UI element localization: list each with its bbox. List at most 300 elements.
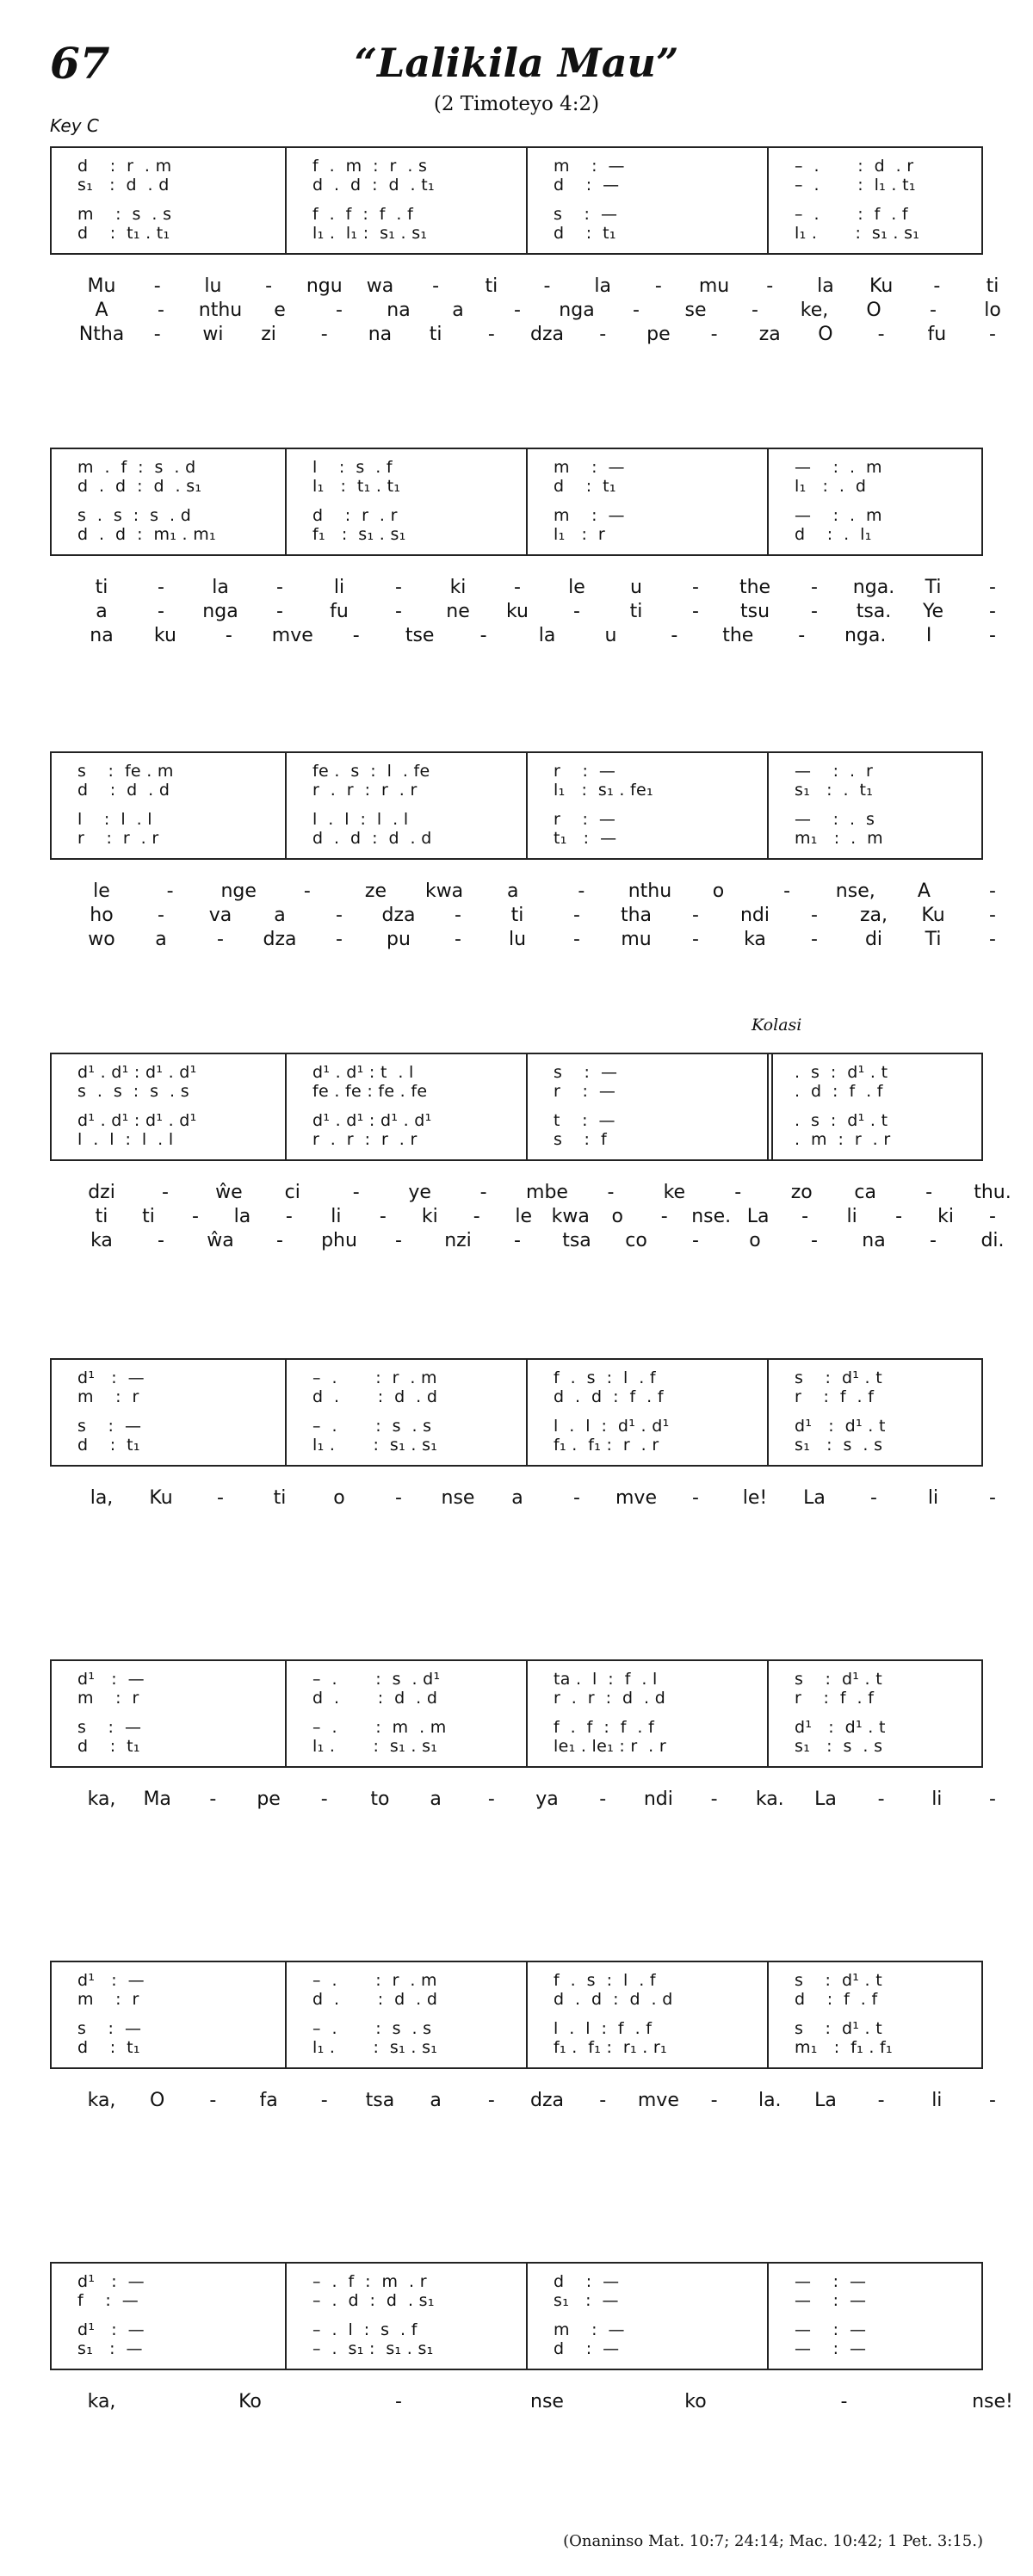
- solfa-measure: m : s . s: [77, 205, 172, 224]
- lyric-syllable: -: [599, 324, 607, 345]
- solfa-measure: d¹ : —: [77, 1368, 145, 1387]
- lyric-line: [50, 577, 996, 601]
- lyric-syllable: -: [379, 1206, 387, 1227]
- lyric-syllable: na: [368, 324, 393, 345]
- solfa-measure: m : —: [554, 157, 625, 176]
- lyric-syllable: u: [604, 625, 617, 646]
- bar-line: [767, 1962, 769, 2067]
- solfa-measure: s : d¹ . t: [795, 1670, 882, 1689]
- lyric-syllable: -: [352, 1182, 360, 1203]
- lyric-syllable: -: [514, 300, 521, 321]
- lyric-syllable: tsu: [739, 601, 770, 622]
- lyric-syllable: dzi: [88, 1182, 115, 1203]
- lyric-syllable: -: [158, 300, 164, 321]
- solfa-measure: . m : r . r: [795, 1130, 891, 1149]
- solfa-measure: s : d¹ . t: [795, 2019, 882, 2038]
- lyric-syllable: nthu: [198, 300, 243, 321]
- lyric-syllable: -: [265, 275, 273, 297]
- lyric-syllable: -: [320, 324, 328, 345]
- lyric-syllable: the: [722, 625, 754, 646]
- lyric-syllable: Ku: [869, 275, 894, 297]
- solfa-measure: f . s : l . f: [554, 1971, 656, 1990]
- solfa-measure: s : —: [554, 1063, 618, 1082]
- lyric-syllable: ke,: [800, 300, 829, 321]
- solfa-measure: l₁ : . d: [795, 477, 867, 496]
- lyric-syllable: -: [801, 1206, 809, 1227]
- lyric-syllable: ka,: [87, 1788, 116, 1810]
- solfa-measure: — : —: [795, 2272, 867, 2291]
- solfa-measure: r : —: [554, 762, 616, 781]
- lyric-syllable: kwa: [551, 1206, 590, 1227]
- solfa-measure: d¹ : —: [77, 1670, 145, 1689]
- bar-line: [767, 1661, 769, 1766]
- lyric-syllable: -: [543, 275, 551, 297]
- lyric-syllable: ho: [90, 905, 114, 926]
- lyric-syllable: mve: [615, 1487, 657, 1509]
- lyric-syllable: a: [511, 1487, 523, 1509]
- lyric-syllable: -: [710, 2090, 718, 2111]
- solfa-measure: f . f : f . f: [312, 205, 414, 224]
- lyric-syllable: -: [989, 1206, 996, 1227]
- lyric-line: [50, 324, 996, 348]
- chorus-label: Kolasi: [752, 1016, 802, 1035]
- solfa-measure: . s : d¹ . t: [795, 1111, 888, 1130]
- lyric-syllable: -: [455, 929, 461, 950]
- lyric-syllable: pe: [257, 1788, 281, 1810]
- lyric-syllable: o: [712, 880, 725, 902]
- lyric-syllable: mu: [621, 929, 652, 950]
- footer-references: (Onaninso Mat. 10:7; 24:14; Mac. 10:42; 1 Pet. 3:15.): [563, 2532, 983, 2550]
- lyric-syllable: -: [734, 1182, 742, 1203]
- solfa-measure: – . : l₁ . t₁: [795, 176, 916, 195]
- lyric-syllable: li: [931, 2090, 943, 2111]
- lyric-syllable: -: [798, 625, 806, 646]
- solfa-measure: ta . l : f . l: [554, 1670, 658, 1689]
- solfa-measure: r : f . f: [795, 1387, 875, 1406]
- lyric-syllable: -: [573, 601, 580, 622]
- lyric-syllable: La: [814, 1788, 837, 1810]
- solfa-measure: d : r . r: [312, 506, 398, 525]
- music-system: [50, 448, 996, 649]
- lyric-syllable: la: [817, 275, 834, 297]
- bar-line: [767, 1360, 769, 1465]
- bar-line: [526, 1661, 528, 1766]
- solfa-measure: l : l . l: [77, 810, 152, 829]
- solfa-measure: s : d¹ . t: [795, 1368, 882, 1387]
- solfa-measure: d : r . m: [77, 157, 172, 176]
- solfa-measure: s₁ : . t₁: [795, 781, 874, 800]
- solfa-measure: d : . l₁: [795, 525, 872, 544]
- lyric-syllable: ti: [485, 275, 498, 297]
- solfa-measure: fe . s : l . fe: [312, 762, 430, 781]
- bar-line: [526, 2264, 528, 2369]
- lyric-syllable: Ma: [143, 1788, 171, 1810]
- lyric-syllable: nzi: [444, 1230, 472, 1251]
- lyric-syllable: -: [455, 905, 461, 926]
- lyric-syllable: -: [989, 625, 996, 646]
- lyric-line: [50, 2090, 996, 2114]
- lyric-syllable: tsa.: [856, 601, 892, 622]
- lyric-syllable: -: [811, 601, 818, 622]
- solfa-measure: d . d : d . d: [554, 1990, 673, 2009]
- lyric-syllable: -: [692, 1230, 699, 1251]
- lyric-syllable: -: [153, 275, 161, 297]
- lyric-syllable: -: [479, 1182, 487, 1203]
- lyric-syllable: a: [452, 300, 464, 321]
- solfa-measure: l . l : l . l: [77, 1130, 174, 1149]
- lyric-syllable: a: [155, 929, 167, 950]
- solfa-measure: f . f : f . f: [554, 1718, 655, 1737]
- solfa-measure: – . s₁ : s₁ . s₁: [312, 2339, 434, 2358]
- solfa-measure: s₁ : —: [554, 2291, 619, 2310]
- solfa-measure: s₁ : —: [77, 2339, 143, 2358]
- solfa-measure: l . l : f . f: [554, 2019, 653, 2038]
- solfa-measure: – . d : d . s₁: [312, 2291, 435, 2310]
- hymn-number: 67: [50, 38, 110, 89]
- lyric-syllable: -: [989, 1487, 996, 1509]
- lyric-syllable: fu: [330, 601, 349, 622]
- lyric-syllable: -: [395, 1230, 402, 1251]
- solfa-measure: m : r: [77, 1689, 139, 1708]
- lyric-line: [50, 2391, 1013, 2415]
- solfa-measure: r . r : d . d: [554, 1689, 666, 1708]
- lyric-syllable: -: [336, 905, 343, 926]
- lyric-line: [50, 1182, 1011, 1206]
- lyric-syllable: co: [625, 1230, 647, 1251]
- solfa-measure: – . : f . f: [795, 205, 908, 224]
- lyric-syllable: Mu: [87, 275, 116, 297]
- lyric-syllable: thu.: [974, 1182, 1011, 1203]
- lyric-syllable: -: [811, 905, 818, 926]
- lyric-syllable: se: [684, 300, 707, 321]
- lyric-syllable: -: [514, 1230, 521, 1251]
- lyric-syllable: -: [487, 2090, 495, 2111]
- lyric-syllable: mbe: [526, 1182, 568, 1203]
- solfa-measure: f₁ . f₁ : r . r: [554, 1436, 659, 1455]
- lyrics-block: [50, 2090, 996, 2114]
- lyric-syllable: -: [692, 929, 699, 950]
- lyric-syllable: di: [864, 929, 883, 950]
- lyric-syllable: I: [925, 625, 932, 646]
- lyric-syllable: phu: [321, 1230, 357, 1251]
- lyric-syllable: ka: [90, 1230, 113, 1251]
- lyric-syllable: nga.: [852, 577, 895, 598]
- bar-line: [285, 1054, 287, 1159]
- lyric-syllable: nga: [202, 601, 238, 622]
- lyrics-block: [50, 1788, 996, 1813]
- solfa-measure: – . : m . m: [312, 1718, 447, 1737]
- lyric-syllable: la: [538, 625, 556, 646]
- lyric-syllable: la.: [758, 2090, 782, 2111]
- lyric-syllable: -: [930, 300, 937, 321]
- lyric-syllable: -: [811, 577, 818, 598]
- lyric-syllable: -: [692, 905, 699, 926]
- solfa-measure: d : —: [554, 2272, 620, 2291]
- solfa-measure: – . : s . d¹: [312, 1670, 441, 1689]
- lyric-syllable: li: [931, 1788, 943, 1810]
- solfa-measure: d . : d . d: [312, 1387, 438, 1406]
- lyric-syllable: nse: [441, 1487, 475, 1509]
- lyric-syllable: ne: [446, 601, 470, 622]
- solfa-measure: – . f : m . r: [312, 2272, 427, 2291]
- lyric-syllable: -: [166, 880, 174, 902]
- lyric-syllable: la,: [90, 1487, 114, 1509]
- lyric-syllable: mve: [271, 625, 313, 646]
- lyrics-block: [50, 275, 1001, 348]
- lyric-syllable: ti: [510, 905, 524, 926]
- lyric-syllable: -: [153, 324, 161, 345]
- lyric-syllable: Ku: [149, 1487, 173, 1509]
- solfa-measure: r . r : r . r: [312, 781, 418, 800]
- solfa-measure: d : t₁: [77, 2038, 140, 2057]
- lyric-syllable: pu: [387, 929, 411, 950]
- solfa-measure: m₁ : f₁ . f₁: [795, 2038, 893, 2057]
- lyric-syllable: ti: [95, 577, 108, 598]
- bar-line: [767, 1054, 773, 1159]
- lyric-syllable: -: [930, 1230, 937, 1251]
- lyric-syllable: O: [818, 324, 833, 345]
- lyric-syllable: La: [814, 2090, 837, 2111]
- lyric-syllable: la: [233, 1206, 251, 1227]
- lyric-syllable: O: [866, 300, 881, 321]
- solfa-measure: s : —: [77, 1417, 142, 1436]
- solfa-measure: m : r: [77, 1990, 139, 2009]
- lyric-syllable: -: [473, 1206, 480, 1227]
- solfa-measure: l₁ . : s₁ . s₁: [312, 1737, 438, 1756]
- solfa-measure: d : d . d: [77, 781, 170, 800]
- staff-box: [50, 1659, 983, 1768]
- lyric-syllable: na: [387, 300, 411, 321]
- lyric-syllable: lo: [984, 300, 1001, 321]
- lyric-syllable: a: [430, 1788, 442, 1810]
- lyric-syllable: a: [506, 880, 519, 902]
- lyric-syllable: -: [989, 324, 996, 345]
- solfa-measure: t : —: [554, 1111, 615, 1130]
- solfa-measure: f₁ . f₁ : r₁ . r₁: [554, 2038, 667, 2057]
- solfa-measure: d¹ . d¹ : d¹ . d¹: [77, 1111, 197, 1130]
- lyric-syllable: -: [225, 625, 232, 646]
- lyric-line: [50, 880, 996, 905]
- lyric-syllable: ka: [744, 929, 766, 950]
- lyric-syllable: ze: [364, 880, 387, 902]
- solfa-measure: d . d : m₁ . m₁: [77, 525, 216, 544]
- solfa-measure: d . d : d . t₁: [312, 176, 435, 195]
- lyrics-block: [50, 577, 996, 649]
- lyric-line: [50, 1788, 996, 1813]
- solfa-measure: l₁ . l₁ : s₁ . s₁: [312, 224, 428, 243]
- lyric-syllable: -: [432, 275, 440, 297]
- solfa-measure: s₁ : d . d: [77, 176, 170, 195]
- lyric-syllable: Ti: [925, 929, 942, 950]
- lyric-syllable: -: [877, 324, 885, 345]
- lyric-syllable: -: [487, 1788, 495, 1810]
- bar-line: [767, 449, 769, 554]
- lyric-syllable: -: [752, 300, 758, 321]
- lyric-syllable: Ye: [922, 601, 944, 622]
- bar-line: [526, 449, 528, 554]
- lyric-syllable: -: [209, 1788, 217, 1810]
- hymn-title: “Lalikila Mau”: [354, 40, 679, 86]
- lyric-syllable: ci: [284, 1182, 300, 1203]
- solfa-measure: — : —: [795, 2339, 867, 2358]
- solfa-measure: . s : d¹ . t: [795, 1063, 888, 1082]
- lyric-syllable: di.: [980, 1230, 1005, 1251]
- solfa-measure: m : —: [554, 458, 625, 477]
- lyric-syllable: kwa: [424, 880, 464, 902]
- lyric-syllable: za,: [859, 905, 888, 926]
- lyric-line: [50, 300, 1001, 324]
- lyric-syllable: a: [274, 905, 286, 926]
- lyric-syllable: nga: [559, 300, 595, 321]
- lyric-line: [50, 1206, 996, 1230]
- lyric-syllable: na: [90, 625, 114, 646]
- lyric-syllable: li: [333, 577, 345, 598]
- lyric-syllable: -: [158, 601, 164, 622]
- music-system: [50, 1053, 1011, 1254]
- bar-line: [526, 1054, 528, 1159]
- lyrics-block: [50, 880, 996, 953]
- lyric-syllable: -: [607, 1182, 615, 1203]
- lyric-syllable: ke: [663, 1182, 686, 1203]
- lyric-syllable: ki: [937, 1206, 954, 1227]
- lyric-line: [50, 601, 996, 625]
- bar-line: [285, 1360, 287, 1465]
- music-system: [50, 146, 1001, 348]
- solfa-measure: l₁ . : s₁ . s₁: [312, 2038, 438, 2057]
- bar-line: [285, 1661, 287, 1766]
- lyric-line: [50, 1487, 996, 1511]
- lyric-syllable: ka,: [87, 2391, 116, 2412]
- lyric-syllable: -: [158, 577, 164, 598]
- solfa-measure: m : r: [77, 1387, 139, 1406]
- solfa-measure: s : fe . m: [77, 762, 174, 781]
- lyric-syllable: -: [487, 324, 495, 345]
- lyric-syllable: tha: [620, 905, 653, 926]
- lyric-syllable: -: [599, 2090, 607, 2111]
- staff-box: [50, 1358, 983, 1467]
- lyric-syllable: dza: [263, 929, 297, 950]
- lyric-syllable: ti: [629, 601, 643, 622]
- solfa-measure: s₁ : s . s: [795, 1436, 883, 1455]
- lyric-syllable: ndi: [739, 905, 770, 926]
- lyric-syllable: mu: [698, 275, 730, 297]
- lyric-syllable: -: [191, 1206, 199, 1227]
- lyric-syllable: Ku: [921, 905, 945, 926]
- lyric-syllable: -: [303, 880, 311, 902]
- bar-line: [526, 148, 528, 253]
- lyric-syllable: ti: [986, 275, 999, 297]
- lyric-syllable: pe: [646, 324, 671, 345]
- solfa-measure: r : r . r: [77, 829, 159, 848]
- solfa-measure: d¹ . d¹ : t . l: [312, 1063, 414, 1082]
- solfa-measure: fe . fe : fe . fe: [312, 1082, 428, 1101]
- solfa-measure: d . : d . d: [312, 1990, 438, 2009]
- solfa-measure: l₁ : r: [554, 525, 606, 544]
- lyric-syllable: wa: [366, 275, 394, 297]
- music-system: [50, 2262, 1013, 2415]
- music-system: [50, 1961, 996, 2114]
- lyric-syllable: ti: [429, 324, 442, 345]
- lyric-syllable: a: [430, 2090, 442, 2111]
- lyric-syllable: o: [611, 1206, 623, 1227]
- staff-box: [50, 448, 983, 556]
- lyric-syllable: ka,: [87, 2090, 116, 2111]
- solfa-measure: d¹ . d¹ : d¹ . d¹: [312, 1111, 432, 1130]
- lyric-syllable: -: [989, 577, 996, 598]
- lyric-line: [50, 905, 996, 929]
- solfa-measure: s . s : s . d: [77, 506, 192, 525]
- solfa-measure: t₁ : —: [554, 829, 617, 848]
- lyric-syllable: dza: [530, 324, 564, 345]
- staff-box: [50, 1053, 983, 1161]
- solfa-measure: s : —: [77, 2019, 142, 2038]
- solfa-measure: m . f : s . d: [77, 458, 196, 477]
- lyric-syllable: ti: [95, 1206, 108, 1227]
- solfa-measure: f . m : r . s: [312, 157, 428, 176]
- solfa-measure: – . : r . m: [312, 1971, 437, 1990]
- solfa-measure: f . s : l . f: [554, 1368, 656, 1387]
- solfa-measure: s : f: [554, 1130, 607, 1149]
- solfa-measure: le₁ . le₁ : r . r: [554, 1737, 666, 1756]
- lyric-syllable: -: [573, 1487, 580, 1509]
- music-system: [50, 1659, 996, 1813]
- bar-line: [767, 148, 769, 253]
- solfa-measure: – . : s . s: [312, 2019, 432, 2038]
- solfa-measure: f : —: [77, 2291, 139, 2310]
- lyric-syllable: A: [917, 880, 931, 902]
- lyric-syllable: -: [933, 275, 941, 297]
- bar-line: [767, 2264, 769, 2369]
- lyric-syllable: -: [633, 300, 640, 321]
- lyric-syllable: -: [479, 625, 487, 646]
- lyric-syllable: La: [746, 1206, 770, 1227]
- lyric-syllable: ca: [854, 1182, 876, 1203]
- solfa-measure: – . l : s . f: [312, 2320, 418, 2339]
- lyric-syllable: le: [93, 880, 110, 902]
- solfa-measure: l₁ : s₁ . fe₁: [554, 781, 653, 800]
- lyric-syllable: ku: [153, 625, 176, 646]
- lyric-syllable: -: [877, 2090, 885, 2111]
- lyric-syllable: ya: [535, 1788, 559, 1810]
- solfa-measure: l₁ : t₁ . t₁: [312, 477, 401, 496]
- solfa-measure: s : d¹ . t: [795, 1971, 882, 1990]
- lyric-syllable: ka.: [755, 1788, 784, 1810]
- solfa-measure: d : —: [554, 176, 620, 195]
- lyric-syllable: ko: [684, 2391, 707, 2412]
- lyric-syllable: -: [276, 601, 283, 622]
- lyric-syllable: u: [630, 577, 642, 598]
- lyric-syllable: -: [573, 929, 580, 950]
- solfa-measure: r : —: [554, 1082, 616, 1101]
- lyric-syllable: -: [654, 275, 662, 297]
- lyric-syllable: Ko: [238, 2391, 262, 2412]
- lyric-syllable: -: [320, 1788, 328, 1810]
- lyric-syllable: -: [217, 1487, 224, 1509]
- solfa-measure: l . l : l . l: [312, 810, 409, 829]
- music-system: [50, 751, 996, 953]
- lyric-syllable: ye: [408, 1182, 431, 1203]
- lyric-syllable: ngu: [306, 275, 343, 297]
- lyric-syllable: -: [989, 2090, 996, 2111]
- lyric-line: [50, 1230, 1005, 1254]
- lyric-syllable: -: [870, 1487, 877, 1509]
- lyric-syllable: o: [749, 1230, 761, 1251]
- solfa-measure: d . d : d . d: [312, 829, 432, 848]
- lyric-syllable: -: [161, 1182, 169, 1203]
- lyric-syllable: zo: [790, 1182, 813, 1203]
- lyric-syllable: zi: [261, 324, 276, 345]
- lyric-syllable: -: [336, 300, 343, 321]
